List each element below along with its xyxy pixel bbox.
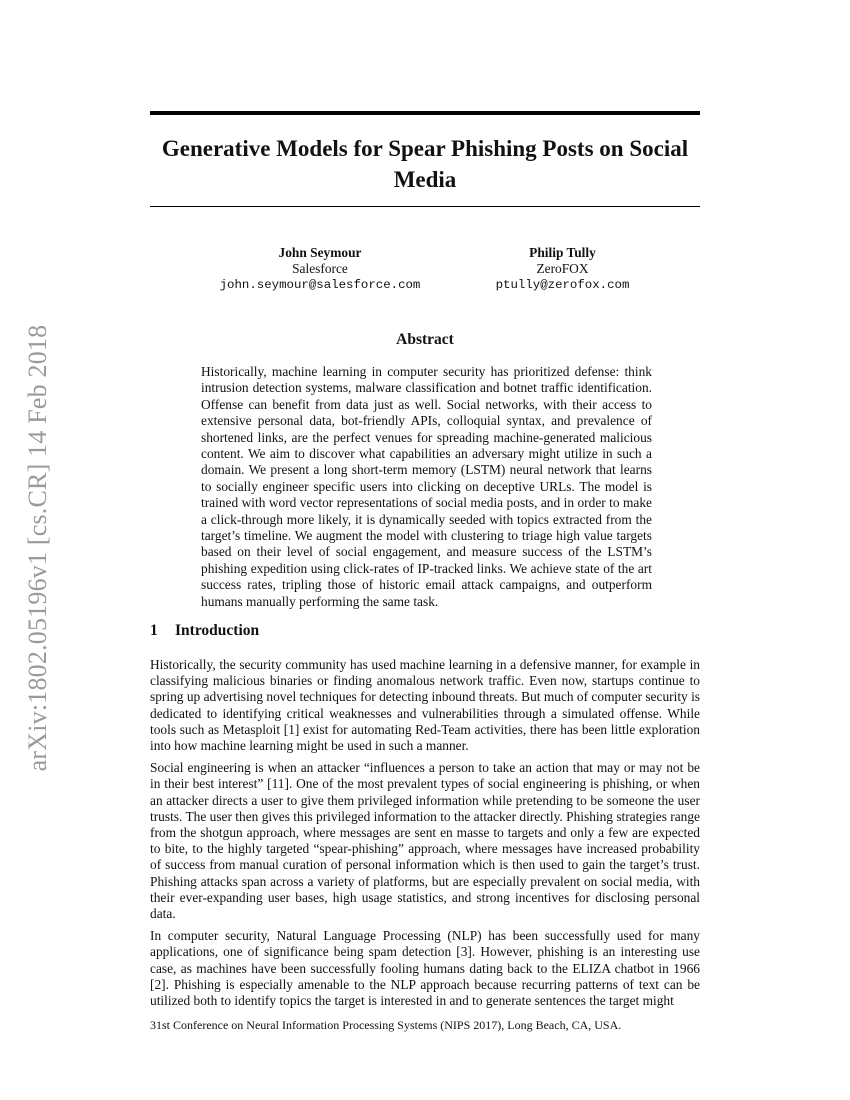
abstract-heading: Abstract — [396, 331, 454, 348]
title-top-rule — [150, 111, 700, 115]
abstract-text: Historically, machine learning in computer security has prioritized defense: think intrusion detection systems, malware classification and botnet traffic identification. Offense can benefit from data just as well. Social networks, with their access to extensive personal data, bot-friendly APIs, colloquial syntax, and prevalence of shortened links, are the perfect venues for spreading machine-generated malicious content. We aim to discover what capabilities an adversary might utilize in such a domain. We present a long short-term memory (LSTM) neural network that learns to socially engineer specific users into clicking on deceptive URLs. The model is trained with word vector representations of social media posts, and in order to make a click-through more likely, it is dynamically seeded with topics extracted from the target’s timeline. We augment the model with clustering to triage high value targets based on their level of social engagement, and measure success of the LSTM’s phishing expedition using click-rates of IP-tracked links. We achieve state of the art success rates, tripling those of historic email attack campaigns, and outperform humans manually performing the same task. — [201, 364, 652, 609]
conference-footnote: 31st Conference on Neural Information Processing Systems (NIPS 2017), Long Beach, CA, USA. — [150, 1018, 622, 1032]
section-number: 1 — [150, 622, 158, 639]
title-bottom-rule — [150, 206, 700, 207]
author-block — [200, 245, 440, 293]
section-body — [150, 657, 700, 1015]
paper-title: Generative Models for Spear Phishing Posts on Social Media — [161, 136, 689, 192]
author-email[interactable]: john.seymour@salesforce.com — [219, 278, 421, 292]
arxiv-identifier: arXiv:1802.05196v1 [cs.CR] 14 Feb 2018 — [23, 324, 52, 772]
body-paragraph: In computer security, Natural Language Processing (NLP) has been successfully used for many applications, one of significance being spam detection [3]. However, phishing is an interesting use case, as machines have been successfully fooling humans dating back to the ELIZA chatbot in 1966 [2]. Phishing is especially amenable to the NLP approach because recurring patterns of text can be utilized both to identify topics the target is interested in and to generate sentences the target might — [150, 928, 700, 1009]
section-heading — [150, 622, 259, 640]
author-email[interactable]: ptully@zerofox.com — [495, 278, 630, 292]
author-block — [440, 245, 685, 293]
author-name: Philip Tully — [529, 245, 596, 260]
author-affiliation: Salesforce — [292, 261, 348, 276]
body-paragraph: Historically, the security community has used machine learning in a defensive manner, for example in classifying malicious binaries or finding anomalous network traffic. Even now, startups continue to spring up advertising novel techniques for detecting inbound threats. But much of computer security is dedicated to identifying critical weaknesses and vulnerabilities through a simulated offense. While tools such as Metasploit [1] exist for automating Red-Team activities, there has been little exploration into how machine learning might be used in such a manner. — [150, 657, 701, 754]
author-affiliation: ZeroFOX — [536, 261, 589, 276]
author-name: John Seymour — [278, 245, 362, 260]
section-title: Introduction — [175, 622, 260, 639]
body-paragraph: Social engineering is when an attacker “influences a person to take an action that may or may not be in their best interest” [11]. One of the most prevalent types of social engineering is phishing, or when an attacker directs a user to give them privileged information while pretending to be someone the user trusts. The user then gives this privileged information to the attacker directly. Phishing strategies range from the shotgun approach, where messages are sent en masse to targets and only a few are expected to bite, to the highly targeted “spear-phishing” approach, where messages have increased probability of success from manual curation of personal information which is then used to gain the target’s trust. Phishing attacks span across a variety of platforms, but are especially prevalent on social media, with their ever-expanding user bases, high usage statistics, and strong incentives for disclosing personal data. — [150, 760, 700, 922]
